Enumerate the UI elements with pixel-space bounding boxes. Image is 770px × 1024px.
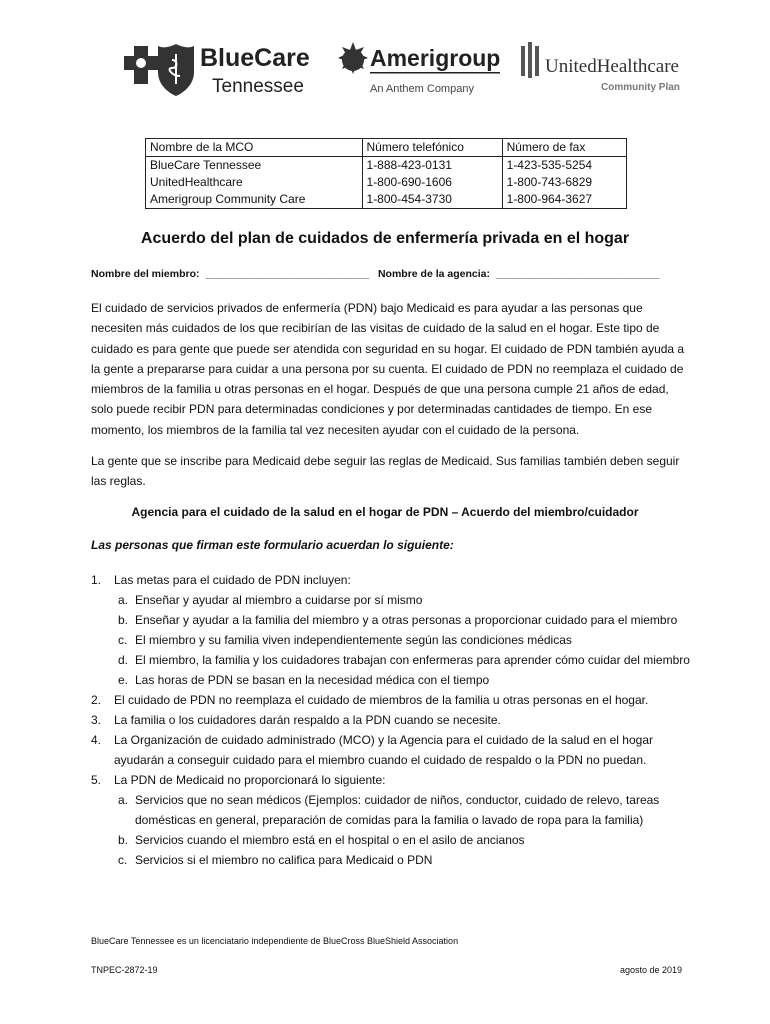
item-number: 4.	[91, 733, 102, 747]
mco-name-cell: UnitedHealthcare	[146, 174, 363, 191]
sub-list-item	[91, 590, 701, 610]
sub-item-text: Servicios si el miembro no califica para Medicaid o PDN	[135, 853, 433, 867]
header-fax: Número de fax	[502, 139, 626, 157]
amerigroup-name: Amerigroup	[370, 45, 501, 71]
sub-item-text: Enseñar y ayudar a la familia del miembro y a otras personas a proporcionar cuidado para el miembro	[135, 613, 678, 627]
mco-name-cell: Amerigroup Community Care	[146, 191, 363, 209]
item-number: 3.	[91, 713, 102, 727]
sub-list-item	[91, 630, 701, 650]
amerigroup-sub: An Anthem Company	[370, 83, 474, 95]
mco-name-cell: BlueCare Tennessee	[146, 157, 363, 175]
phone-cell: 1-800-690-1606	[362, 174, 502, 191]
name-fields	[91, 268, 666, 280]
sub-item-text: El miembro y su familia viven independientemente según las condiciones médicas	[135, 633, 572, 647]
sub-list-item	[91, 610, 701, 630]
sub-item-text: Servicios cuando el miembro está en el hospital o en el asilo de ancianos	[135, 833, 525, 847]
logo-bar	[120, 36, 690, 100]
list-item	[91, 730, 701, 770]
list-item	[91, 770, 701, 790]
section-heading: Agencia para el cuidado de la salud en el hogar de PDN – Acuerdo del miembro/cuidador	[131, 505, 639, 519]
agency-name-label: Nombre de la agencia:	[377, 268, 491, 280]
bluecare-logo	[120, 36, 330, 100]
member-name-label: Nombre del miembro:	[91, 268, 200, 280]
intro-paragraph-1: El cuidado de servicios privados de enfermería (PDN) bajo Medicaid es para ayudar a las personas que necesiten más cuidados de los que recibirían de las visitas de cuidado de la salud en el hogar. Este tipo de cuidado es para gente que puede ser atendida con seguridad en su hogar. El cuidado de PDN también ayuda a la gente a prepararse para cuidar a una persona por su cuenta. El cuidado de PDN no reemplaza el cuidado de miembros de la familia u otras personas en el hogar. Después de que una persona cumple 21 años de edad, solo puede recibir PDN para determinadas condiciones y por determinadas cantidades de tiempo. En ese momento, los miembros de la familia tal vez necesiten ayudar con el cuidado de la persona.	[91, 301, 685, 437]
sub-item-letter: a.	[118, 593, 129, 607]
header-mco-name: Nombre de la MCO	[146, 139, 363, 157]
table-row	[146, 191, 627, 209]
sub-item-text: Enseñar y ayudar al miembro a cuidarse por sí mismo	[135, 593, 423, 607]
fax-cell: 1-423-535-5254	[502, 157, 626, 175]
mco-contact-table	[145, 138, 627, 209]
intro-paragraph-2: La gente que se inscribe para Medicaid debe seguir las reglas de Medicaid. Sus familias también deben seguir las reglas.	[91, 454, 680, 489]
header-phone: Número telefónico	[362, 139, 502, 157]
sub-item-letter: b.	[118, 833, 129, 847]
table-row	[146, 174, 627, 191]
unitedhealthcare-logo	[515, 36, 690, 100]
item-text: Las metas para el cuidado de PDN incluyen:	[114, 573, 351, 587]
item-number: 2.	[91, 693, 102, 707]
sub-item-letter: e.	[118, 673, 129, 687]
bluecare-sub: Tennessee	[212, 76, 304, 97]
sub-list-item	[91, 850, 701, 870]
item-text: La Organización de cuidado administrado (MCO) y la Agencia para el cuidado de la salud en el hogar ayudarán a conseguir cuidado para el miembro cuando el cuidado de respaldo o la PDN no puedan.	[114, 733, 653, 767]
list-item	[91, 690, 701, 710]
list-item	[91, 710, 701, 730]
member-name-field[interactable]: ____________________________	[205, 268, 370, 280]
sub-item-letter: b.	[118, 613, 129, 627]
item-text: La familia o los cuidadores darán respaldo a la PDN cuando se necesite.	[114, 713, 501, 727]
sub-list-item	[91, 790, 701, 830]
bluecare-name: BlueCare	[200, 44, 310, 72]
sub-item-letter: a.	[118, 793, 129, 807]
item-text: El cuidado de PDN no reemplaza el cuidado de miembros de la familia u otras personas en el hogar.	[114, 693, 649, 707]
sub-item-letter: c.	[118, 853, 128, 867]
sub-list-item	[91, 830, 701, 850]
sub-item-letter: c.	[118, 633, 128, 647]
fax-cell: 1-800-743-6829	[502, 174, 626, 191]
item-text: La PDN de Medicaid no proporcionará lo siguiente:	[114, 773, 386, 787]
sub-item-text: Servicios que no sean médicos (Ejemplos: cuidador de niños, conductor, cuidado de relevo, tareas domésticas en general, preparación de comidas para la familia o lavado de ropa para la familia)	[135, 793, 660, 827]
sub-item-text: El miembro, la familia y los cuidadores trabajan con enfermeras para aprender cómo cuidar del miembro	[135, 653, 690, 667]
sub-item-letter: d.	[118, 653, 129, 667]
form-code: TNPEC-2872-19	[91, 965, 158, 975]
uhc-sub: Community Plan	[601, 82, 680, 93]
document-title: Acuerdo del plan de cuidados de enfermería privada en el hogar	[140, 230, 630, 247]
fax-cell: 1-800-964-3627	[502, 191, 626, 209]
table-row	[146, 157, 627, 175]
sub-item-text: Las horas de PDN se basan en la necesidad médica con el tiempo	[135, 673, 490, 687]
form-date: agosto de 2019	[619, 965, 682, 975]
amerigroup-logo	[338, 36, 508, 100]
table-header-row	[146, 139, 627, 157]
amerigroup-burst-icon	[338, 42, 368, 74]
sub-list-item	[91, 650, 701, 670]
agreement-list	[91, 570, 701, 870]
list-item	[91, 570, 701, 590]
agency-name-field[interactable]: ____________________________	[496, 268, 660, 280]
item-number: 5.	[91, 773, 102, 787]
uhc-u-icon	[521, 42, 539, 78]
sub-list-item	[91, 670, 701, 690]
item-number: 1.	[91, 573, 102, 587]
uhc-name: UnitedHealthcare	[545, 56, 679, 77]
license-footnote: BlueCare Tennessee es un licenciatario independiente de BlueCross BlueShield Association	[91, 936, 459, 946]
phone-cell: 1-888-423-0131	[362, 157, 502, 175]
agreement-lead: Las personas que firman este formulario acuerdan lo siguiente:	[91, 538, 454, 552]
phone-cell: 1-800-454-3730	[362, 191, 502, 209]
